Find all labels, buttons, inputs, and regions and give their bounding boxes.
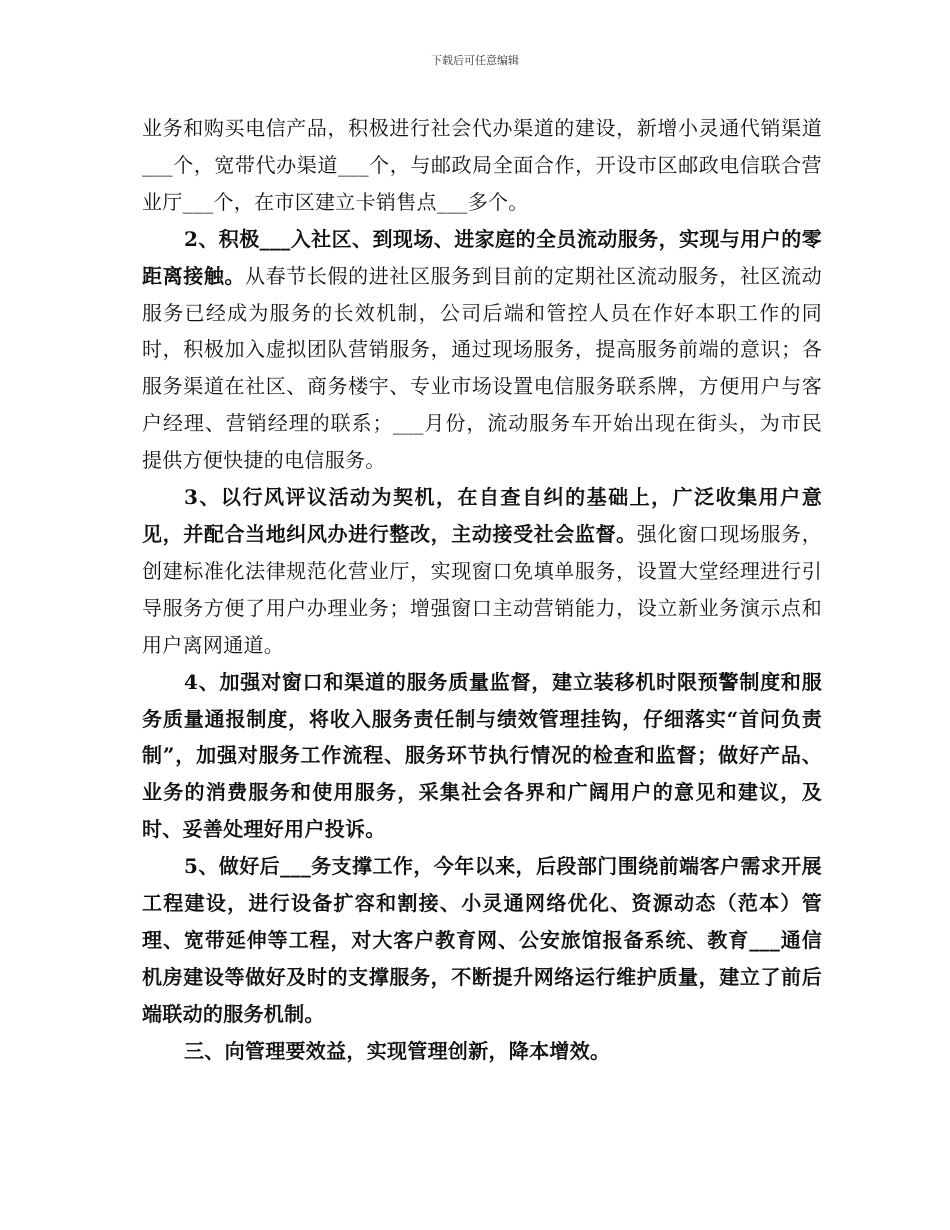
- paragraph-text: 业务和购买电信产品，积极进行社会代办渠道的建设，新增小灵通代销渠道___个，宽带代办渠道___个，与邮政局全面合作，开设市区邮政电信联合营业厅___个，在市区建立卡销售点___多个。: [142, 116, 822, 214]
- paragraph-lead: 2、积极___入社区、到现场、进家庭的全员流动服务，实现与用户的零距离接触。: [142, 226, 822, 288]
- document-body: [142, 110, 822, 1070]
- paragraph-text: 从春节长假的进社区服务到目前的定期社区流动服务，社区流动服务已经成为服务的长效机制，公司后端和管控人员在作好本职工作的同时，积极加入虚拟团队营销服务，通过现场服务，提高服务前端的意识；各服务渠道在社区、商务楼宇、专业市场设置电信服务联系牌，方便用户与客户经理、营销经理的联系；___月份，流动服务车开始出现在街头，为市民提供方便快捷的电信服务。: [142, 263, 822, 473]
- paragraph-4: [142, 664, 822, 849]
- section-heading-text: 三、向管理要效益，实现管理创新，降本增效。: [184, 1038, 611, 1063]
- paragraph-3: [142, 479, 822, 664]
- paragraph-lead: 3、以行风评议活动为契机，在自查自纠的基础上，广泛收集用户意见，并配合当地纠风办进行整改，主动接受社会监督。: [142, 485, 822, 546]
- paragraph-1: [142, 110, 822, 221]
- paragraph-text: 强化窗口现场服务，创建标准化法律规范化营业厅，实现窗口免填单服务，设置大堂经理进行引导服务方便了用户办理业务；增强窗口主动营销能力，设立新业务演示点和用户离网通道。: [142, 521, 823, 657]
- paragraph-2: [142, 221, 822, 479]
- paragraph-5: [142, 848, 822, 1033]
- paragraph-lead: 5、做好后___务支撑工作，今年以来，后段部门围绕前端客户需求开展工程建设，进行设备扩容和割接、小灵通网络优化、资源动态（范本）管理、宽带延伸等工程，对大客户教育网、公安旅馆报备系统、教育___通信机房建设等做好及时的支撑服务，不断提升网络运行维护质量，建立了前后端联动的服务机制。: [142, 854, 822, 1026]
- paragraph-lead: 4、加强对窗口和渠道的服务质量监督，建立装移机时限预警制度和服务质量通报制度，将收入服务责任制与绩效管理挂钩，仔细落实“首问负责制”，加强对服务工作流程、服务环节执行情况的检查和监督；做好产品、业务的消费服务和使用服务，采集社会各界和广阔用户的意见和建议，及时、妥善处理好用户投诉。: [142, 669, 822, 842]
- page-header: 下载后可任意编辑: [431, 54, 519, 67]
- section-heading-3: [142, 1033, 822, 1070]
